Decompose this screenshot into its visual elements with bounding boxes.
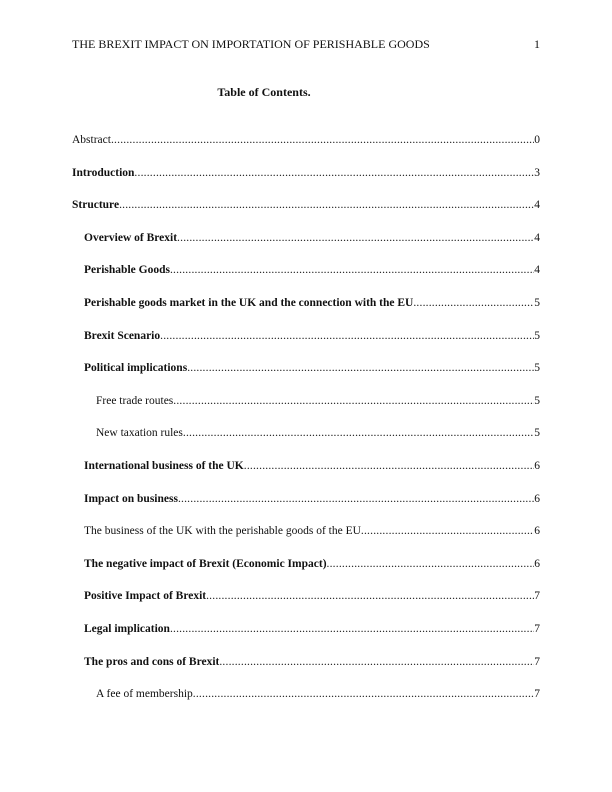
- toc-dot-leader: [170, 620, 534, 638]
- toc-dot-leader: [160, 327, 534, 345]
- toc-dot-leader: [244, 457, 535, 475]
- toc-dot-leader: [173, 392, 534, 410]
- toc-entry-label: Legal implication: [84, 622, 170, 635]
- running-header: [72, 36, 540, 52]
- toc-entry[interactable]: [72, 327, 540, 360]
- toc-dot-leader: [361, 522, 534, 540]
- toc-entry-label: Brexit Scenario: [84, 329, 161, 342]
- toc-entry[interactable]: [72, 653, 540, 686]
- toc-entry[interactable]: [72, 555, 540, 588]
- toc-entry-page: 5: [534, 329, 540, 342]
- toc-entry[interactable]: [72, 424, 540, 457]
- toc-entry-page: 4: [534, 199, 540, 212]
- toc-entry-page: 5: [534, 394, 540, 407]
- toc-entry[interactable]: [72, 359, 540, 392]
- toc-entry-label: Perishable Goods: [84, 264, 170, 277]
- toc-entry-page: 6: [534, 459, 540, 472]
- toc-dot-leader: [206, 587, 534, 605]
- toc-entry-label: Abstract: [72, 134, 111, 146]
- toc-entry[interactable]: [72, 490, 540, 523]
- toc-entry-label: A fee of membership: [96, 688, 193, 701]
- toc-entry[interactable]: [72, 294, 540, 327]
- toc-entry[interactable]: [72, 522, 540, 555]
- toc-entry-label: Perishable goods market in the UK and the connection with the EU: [84, 296, 414, 309]
- toc-entry-page: 7: [534, 655, 540, 668]
- toc-entry-label: International business of the UK: [84, 459, 244, 472]
- toc-dot-leader: [413, 294, 534, 312]
- toc-entry[interactable]: [72, 587, 540, 620]
- toc-entry-page: 7: [534, 688, 540, 701]
- toc-dot-leader: [187, 359, 534, 377]
- toc-entry-page: 6: [534, 492, 540, 505]
- toc-entry-page: 5: [534, 296, 540, 309]
- toc-entry[interactable]: [72, 229, 540, 262]
- toc-entry[interactable]: [72, 164, 540, 197]
- toc-entry-label: Free trade routes: [96, 394, 174, 407]
- toc-heading: Table of Contents.: [217, 85, 311, 99]
- table-of-contents: [72, 131, 540, 718]
- toc-entry-label: The business of the UK with the perishable goods of the EU: [84, 525, 361, 538]
- toc-entry-page: 7: [534, 622, 540, 635]
- running-head-title: THE BREXIT IMPACT ON IMPORTATION OF PERISHABLE GOODS: [72, 37, 430, 51]
- toc-entry-page: 7: [534, 590, 540, 603]
- toc-entry-label: Political implications: [84, 362, 188, 375]
- toc-entry[interactable]: [72, 457, 540, 490]
- toc-dot-leader: [327, 555, 535, 573]
- toc-dot-leader: [134, 164, 534, 182]
- toc-entry[interactable]: [72, 392, 540, 425]
- toc-entry[interactable]: [72, 620, 540, 653]
- toc-entry-page: 5: [534, 427, 540, 440]
- toc-entry-page: 6: [534, 525, 540, 538]
- toc-dot-leader: [177, 229, 534, 247]
- toc-entry-label: The negative impact of Brexit (Economic Impact): [84, 557, 327, 570]
- toc-entry-label: New taxation rules: [96, 427, 183, 440]
- toc-entry-page: 3: [534, 166, 540, 179]
- toc-dot-leader: [183, 424, 534, 442]
- toc-entry[interactable]: [72, 131, 540, 164]
- toc-entry[interactable]: [72, 261, 540, 294]
- toc-entry-label: Impact on business: [84, 492, 178, 505]
- toc-entry-label: The pros and cons of Brexit: [84, 655, 220, 668]
- toc-entry-page: 4: [534, 231, 540, 244]
- toc-entry-page: 4: [534, 264, 540, 277]
- toc-entry-label: Structure: [72, 199, 120, 212]
- toc-entry-label: Introduction: [72, 166, 135, 179]
- toc-dot-leader: [170, 261, 534, 279]
- toc-entry-label: Overview of Brexit: [84, 231, 178, 244]
- page-number: 1: [534, 37, 540, 51]
- toc-dot-leader: [193, 685, 534, 703]
- toc-entry-page: 6: [534, 557, 540, 570]
- toc-dot-leader: [119, 196, 534, 214]
- toc-entry[interactable]: [72, 685, 540, 718]
- toc-dot-leader: [178, 490, 534, 508]
- toc-dot-leader: [111, 131, 534, 149]
- toc-entry-label: Positive Impact of Brexit: [84, 590, 207, 603]
- toc-dot-leader: [219, 653, 534, 671]
- toc-entry-page: 0: [534, 134, 540, 146]
- toc-entry-page: 5: [534, 362, 540, 375]
- toc-entry[interactable]: [72, 196, 540, 229]
